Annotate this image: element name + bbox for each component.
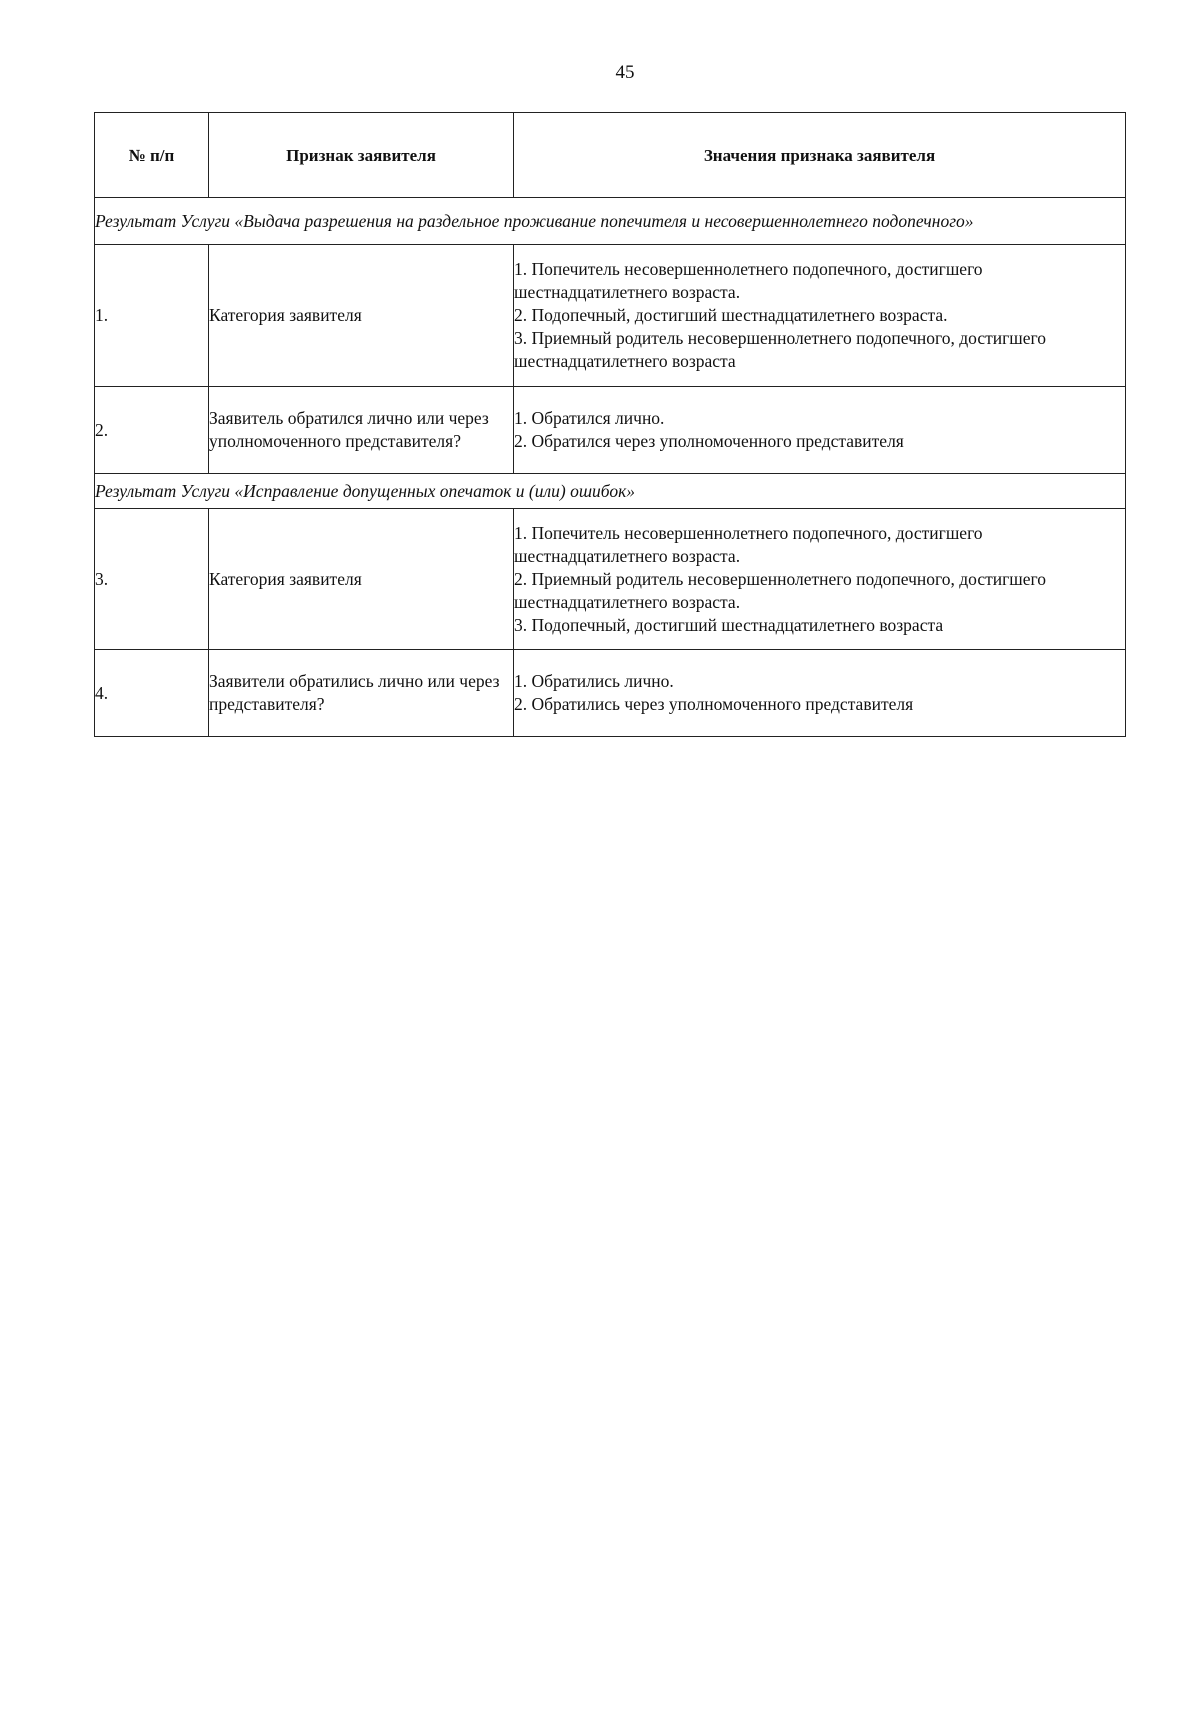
table-header-row xyxy=(95,113,1126,198)
table-row xyxy=(95,245,1126,387)
row-values xyxy=(514,387,1126,474)
applicant-attributes-table xyxy=(94,112,1126,737)
value-item: 1. Обратился лично. xyxy=(514,408,665,428)
value-item: 2. Подопечный, достигший шестнадцатилетнего возраста. xyxy=(514,305,948,325)
value-item: 1. Попечитель несовершеннолетнего подопечного, достигшего шестнадцатилетнего возраста. xyxy=(514,522,983,566)
header-attribute: Признак заявителя xyxy=(209,113,514,198)
value-item: 2. Приемный родитель несовершеннолетнего подопечного, достигшего шестнадцатилетнего возраста. xyxy=(514,568,1047,612)
section-title: Результат Услуги «Выдача разрешения на раздельное проживание попечителя и несовершеннолетнего подопечного» xyxy=(95,198,1126,245)
section-title: Результат Услуги «Исправление допущенных опечаток и (или) ошибок» xyxy=(95,474,1126,509)
row-number: 4. xyxy=(95,650,209,737)
section-row xyxy=(95,474,1126,509)
header-values: Значения признака заявителя xyxy=(514,113,1126,198)
row-attribute: Категория заявителя xyxy=(209,245,514,387)
row-number: 2. xyxy=(95,387,209,474)
row-attribute: Заявители обратились лично или через представителя? xyxy=(209,650,514,737)
value-item: 3. Приемный родитель несовершеннолетнего подопечного, достигшего шестнадцатилетнего возраста xyxy=(514,328,1047,371)
row-values xyxy=(514,650,1126,737)
table-row xyxy=(95,650,1126,737)
value-item: 1. Попечитель несовершеннолетнего подопечного, достигшего шестнадцатилетнего возраста. xyxy=(514,259,983,302)
header-num: № п/п xyxy=(95,113,209,198)
value-item: 2. Обратились через уполномоченного представителя xyxy=(514,694,914,714)
row-values xyxy=(514,245,1126,387)
page-number: 45 xyxy=(615,62,635,83)
row-values xyxy=(514,509,1126,650)
row-attribute: Заявитель обратился лично или через уполномоченного представителя? xyxy=(209,387,514,474)
value-item: 3. Подопечный, достигший шестнадцатилетнего возраста xyxy=(514,614,944,635)
table-row xyxy=(95,509,1126,650)
section-row xyxy=(95,198,1126,245)
value-item: 1. Обратились лично. xyxy=(514,671,674,691)
value-item: 2. Обратился через уполномоченного представителя xyxy=(514,431,904,451)
row-attribute: Категория заявителя xyxy=(209,509,514,650)
row-number: 1. xyxy=(95,245,209,387)
table-row xyxy=(95,387,1126,474)
row-number: 3. xyxy=(95,509,209,650)
